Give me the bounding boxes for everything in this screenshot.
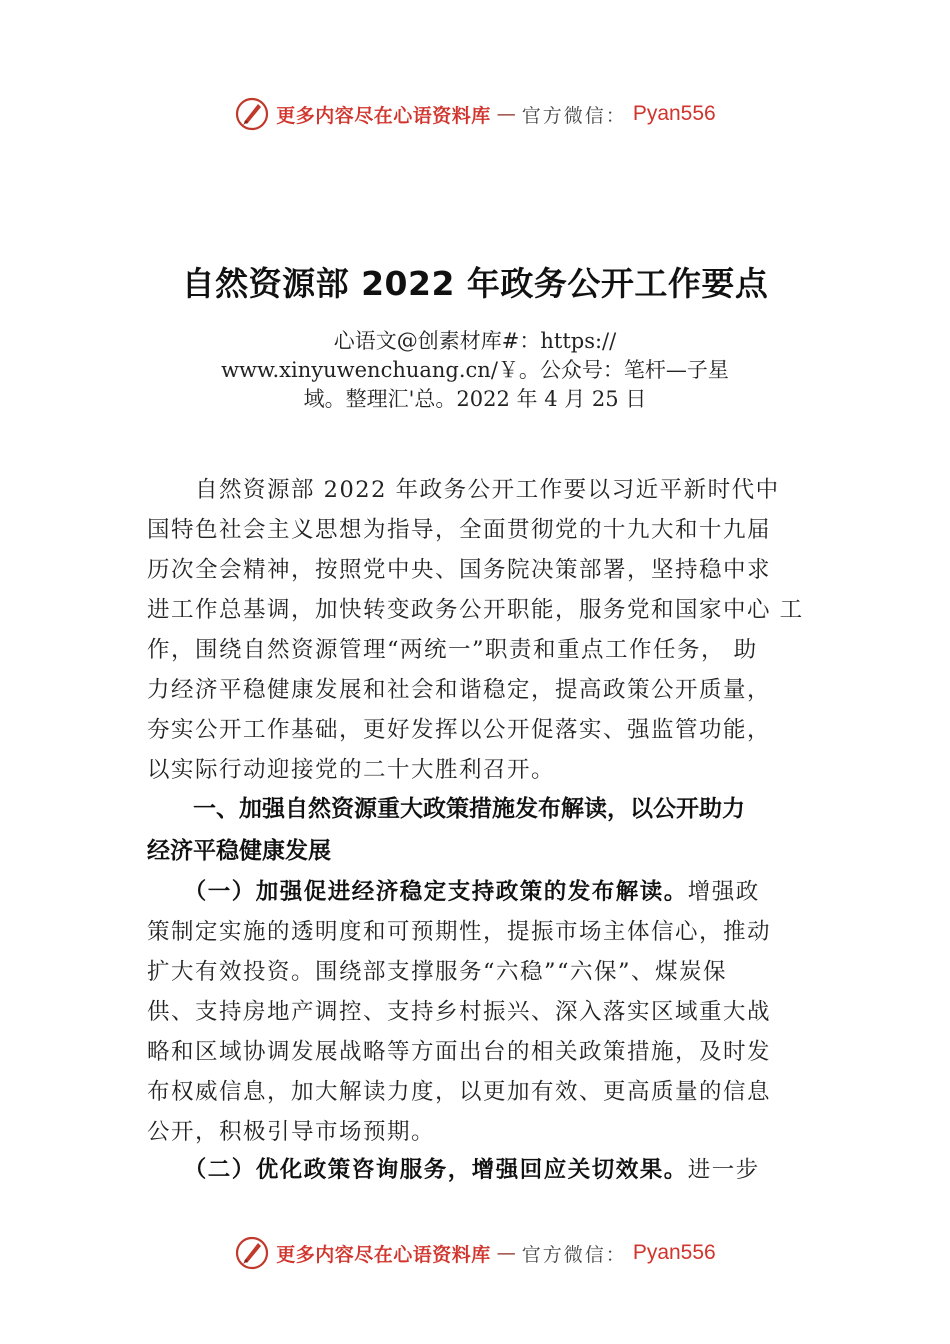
section-heading xyxy=(147,788,811,872)
subsection-first-text: 增强政 xyxy=(687,879,760,905)
paragraph-line: 作，围绕自然资源管理“两统一”职责和重点工作任务， 助 xyxy=(147,637,758,663)
paragraph-line: 以实际行动迎接党的二十大胜利召开。 xyxy=(147,757,556,783)
subsection-first-line xyxy=(147,1150,811,1190)
source-line: 域。整理汇'总。2022 年 4 月 25 日 xyxy=(303,387,647,411)
paragraph-line: 策制定实施的透明度和可预期性，提振市场主体信心，推动 xyxy=(147,919,772,945)
subsection-first-text: 进一步 xyxy=(687,1157,760,1183)
banner-brand-text: 更多内容尽在心语资料库 xyxy=(276,1243,491,1266)
paragraph-line: 国特色社会主义思想为指导，全面贯彻党的十九大和十九届 xyxy=(147,517,772,543)
banner-brand-text: 更多内容尽在心语资料库 xyxy=(276,104,491,127)
banner-dash: — xyxy=(496,103,516,125)
subsection-heading: （一）加强促进经济稳定支持政策的发布解读。 xyxy=(147,879,688,905)
paragraph-line: 力经济平稳健康发展和社会和谐稳定，提高政策公开质量， xyxy=(147,677,772,703)
paragraph-line: 自然资源部 2022 年政务公开工作要以习近平新时代中 xyxy=(147,477,780,503)
quill-logo-icon xyxy=(234,96,270,132)
subsection-first-line xyxy=(147,872,811,912)
paragraph-line: 略和区域协调发展战略等方面出台的相关政策措施，及时发 xyxy=(147,1039,772,1065)
quill-logo-icon xyxy=(234,1235,270,1271)
banner-wechat-label: 官方微信： xyxy=(521,1243,627,1266)
subsection-heading: （二）优化政策咨询服务，增强回应关切效果。 xyxy=(147,1157,688,1183)
paragraph-line: 扩大有效投资。围绕部支撑服务“六稳”“六保”、煤炭保 xyxy=(147,959,728,985)
document-title: 自然资源部 2022 年政务公开工作要点 xyxy=(181,264,769,303)
subsection-2 xyxy=(147,1150,811,1190)
paragraph-line: 夯实公开工作基础，更好发挥以公开促落实、强监管功能， xyxy=(147,717,772,743)
footer-banner xyxy=(0,1233,950,1273)
banner-account: Pyan556 xyxy=(632,1241,716,1264)
paragraph-line: 进工作总基调，加快转变政务公开职能，服务党和国家中心 工 xyxy=(147,597,804,623)
source-line: www.xinyuwenchuang.cn/￥。公众号：笔杆—子星 xyxy=(221,358,729,382)
banner-dash: — xyxy=(496,1242,516,1264)
source-line: 心语文@创素材库#：https:// xyxy=(333,329,617,353)
paragraph-line: 供、支持房地产调控、支持乡村振兴、深入落实区域重大战 xyxy=(147,999,772,1025)
source-note xyxy=(170,327,780,414)
banner-wechat-label: 官方微信： xyxy=(521,104,627,127)
banner-account: Pyan556 xyxy=(632,102,716,125)
header-banner xyxy=(0,94,950,134)
paragraph-line: 布权威信息，加大解读力度，以更加有效、更高质量的信息 xyxy=(147,1079,772,1105)
intro-paragraph xyxy=(147,470,811,790)
heading-line: 一、加强自然资源重大政策措施发布解读，以公开助力 xyxy=(147,796,745,822)
subsection-1 xyxy=(147,872,811,1152)
paragraph-line: 历次全会精神，按照党中央、国务院决策部署，坚持稳中求 xyxy=(147,557,772,583)
heading-line: 经济平稳健康发展 xyxy=(147,838,331,864)
paragraph-line: 公开，积极引导市场预期。 xyxy=(147,1119,436,1145)
